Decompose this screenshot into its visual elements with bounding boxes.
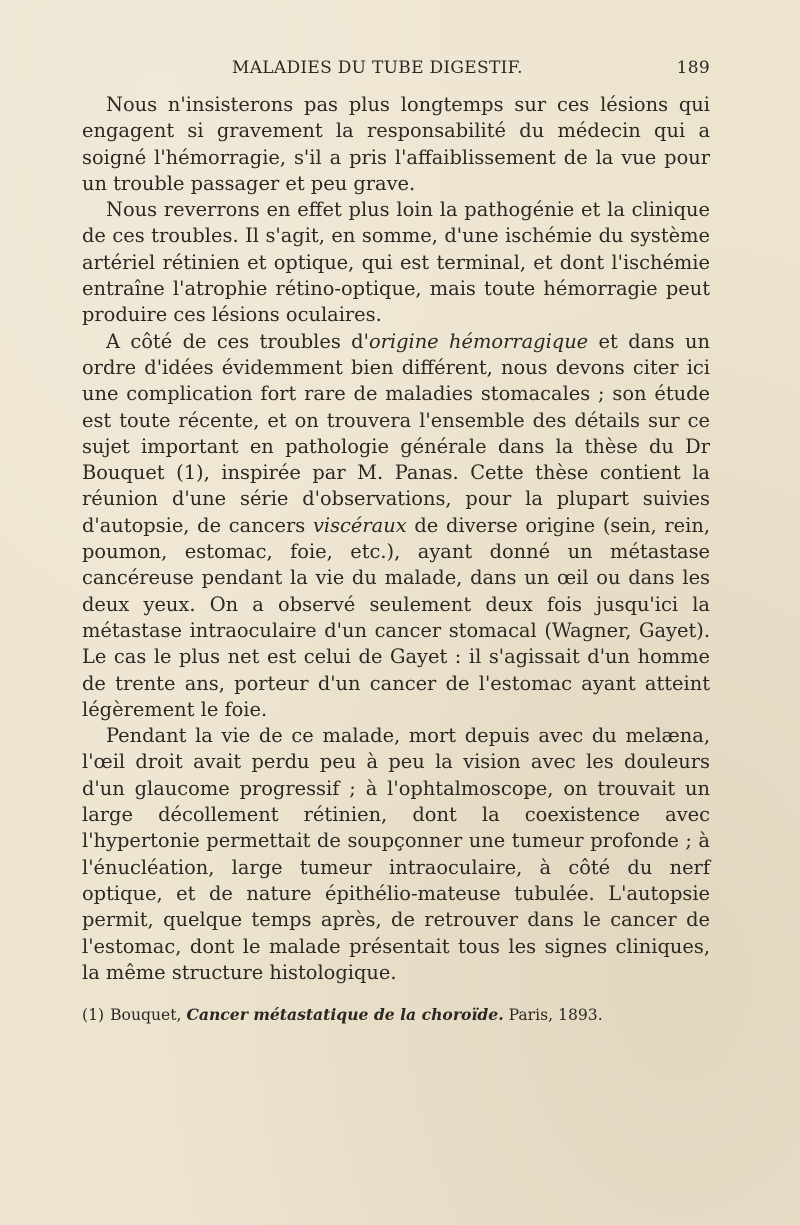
- paragraph-4: Pendant la vie de ce malade, mort depuis avec du melæna, l'œil droit avait perdu peu à peu la vision avec les douleurs d'un glaucome progressif ; à l'ophtalmoscope, on trouvait un large décollement rétinien, dont la coexistence avec l'hypertonie permettait de soupçonner une tumeur profonde ; à l'énucléation, large tumeur intraoculaire, à côté du nerf optique, et de nature épithélio-mateuse tubulée. L'autopsie permit, quelque temps après, de retrouver dans le cancer de l'estomac, dont le malade présentait tous les signes cliniques, la même structure histologique.: [82, 724, 710, 984]
- paragraph-1: Nous n'insisterons pas plus longtemps sur ces lésions qui engagent si gravement la responsabilité du médecin qui a soigné l'hémorragie, s'il a pris l'affaiblissement de la vue pour un trouble passager et peu grave.: [82, 93, 710, 195]
- running-head: [82, 48, 710, 82]
- paragraph-3-italic-a: origine hémorragique: [368, 329, 589, 353]
- book-page: [82, 48, 710, 1026]
- page-number: 189: [676, 58, 710, 78]
- footnote: [82, 1004, 710, 1026]
- running-title: MALADIES DU TUBE DIGESTIF.: [232, 58, 523, 78]
- footnote-title: Cancer métastatique de la choroïde.: [186, 1005, 504, 1025]
- paragraph-3-italic-b: viscéraux: [312, 513, 407, 537]
- paragraph-2: Nous reverrons en effet plus loin la pathogénie et la clinique de ces troubles. Il s'agit, en somme, d'une ischémie du système artériel rétinien et optique, qui est terminal, et dont l'ischémie entraîne l'atrophie rétino-optique, mais toute hémorragie peut produire ces lésions oculaires.: [82, 198, 710, 327]
- paragraph-3-part-b: et dans un ordre d'idées évidemment bien différent, nous devons citer ici une complication fort rare de maladies stomacales ; son étude est toute récente, et on trouvera l'ensemble des détails sur ce sujet important en pathologie générale dans la thèse du Dr Bouquet (1), inspirée par M. Panas. Cette thèse contient la réunion d'une série d'observations, pour la plupart suivies d'autopsie, de cancers: [82, 329, 710, 537]
- footnote-rest: Paris, 1893.: [503, 1006, 603, 1025]
- body-text: [82, 92, 710, 986]
- paragraph-3-part-c: de diverse origine (sein, rein, poumon, estomac, foie, etc.), ayant donné un métastase cancéreuse pendant la vie du malade, dans un œil ou dans les deux yeux. On a observé seulement deux fois jusqu'ici la métastase intraoculaire d'un cancer stomacal (Wagner, Gayet). Le cas le plus net est celui de Gayet : il s'agissait d'un homme de trente ans, porteur d'un cancer de l'estomac ayant atteint légèrement le foie.: [82, 513, 710, 721]
- footnote-author: Bouquet,: [110, 1006, 182, 1025]
- footnote-marker: (1): [82, 1006, 105, 1025]
- paragraph-3-part-a: A côté de ces troubles d': [106, 329, 369, 353]
- paragraph-3: [82, 329, 710, 723]
